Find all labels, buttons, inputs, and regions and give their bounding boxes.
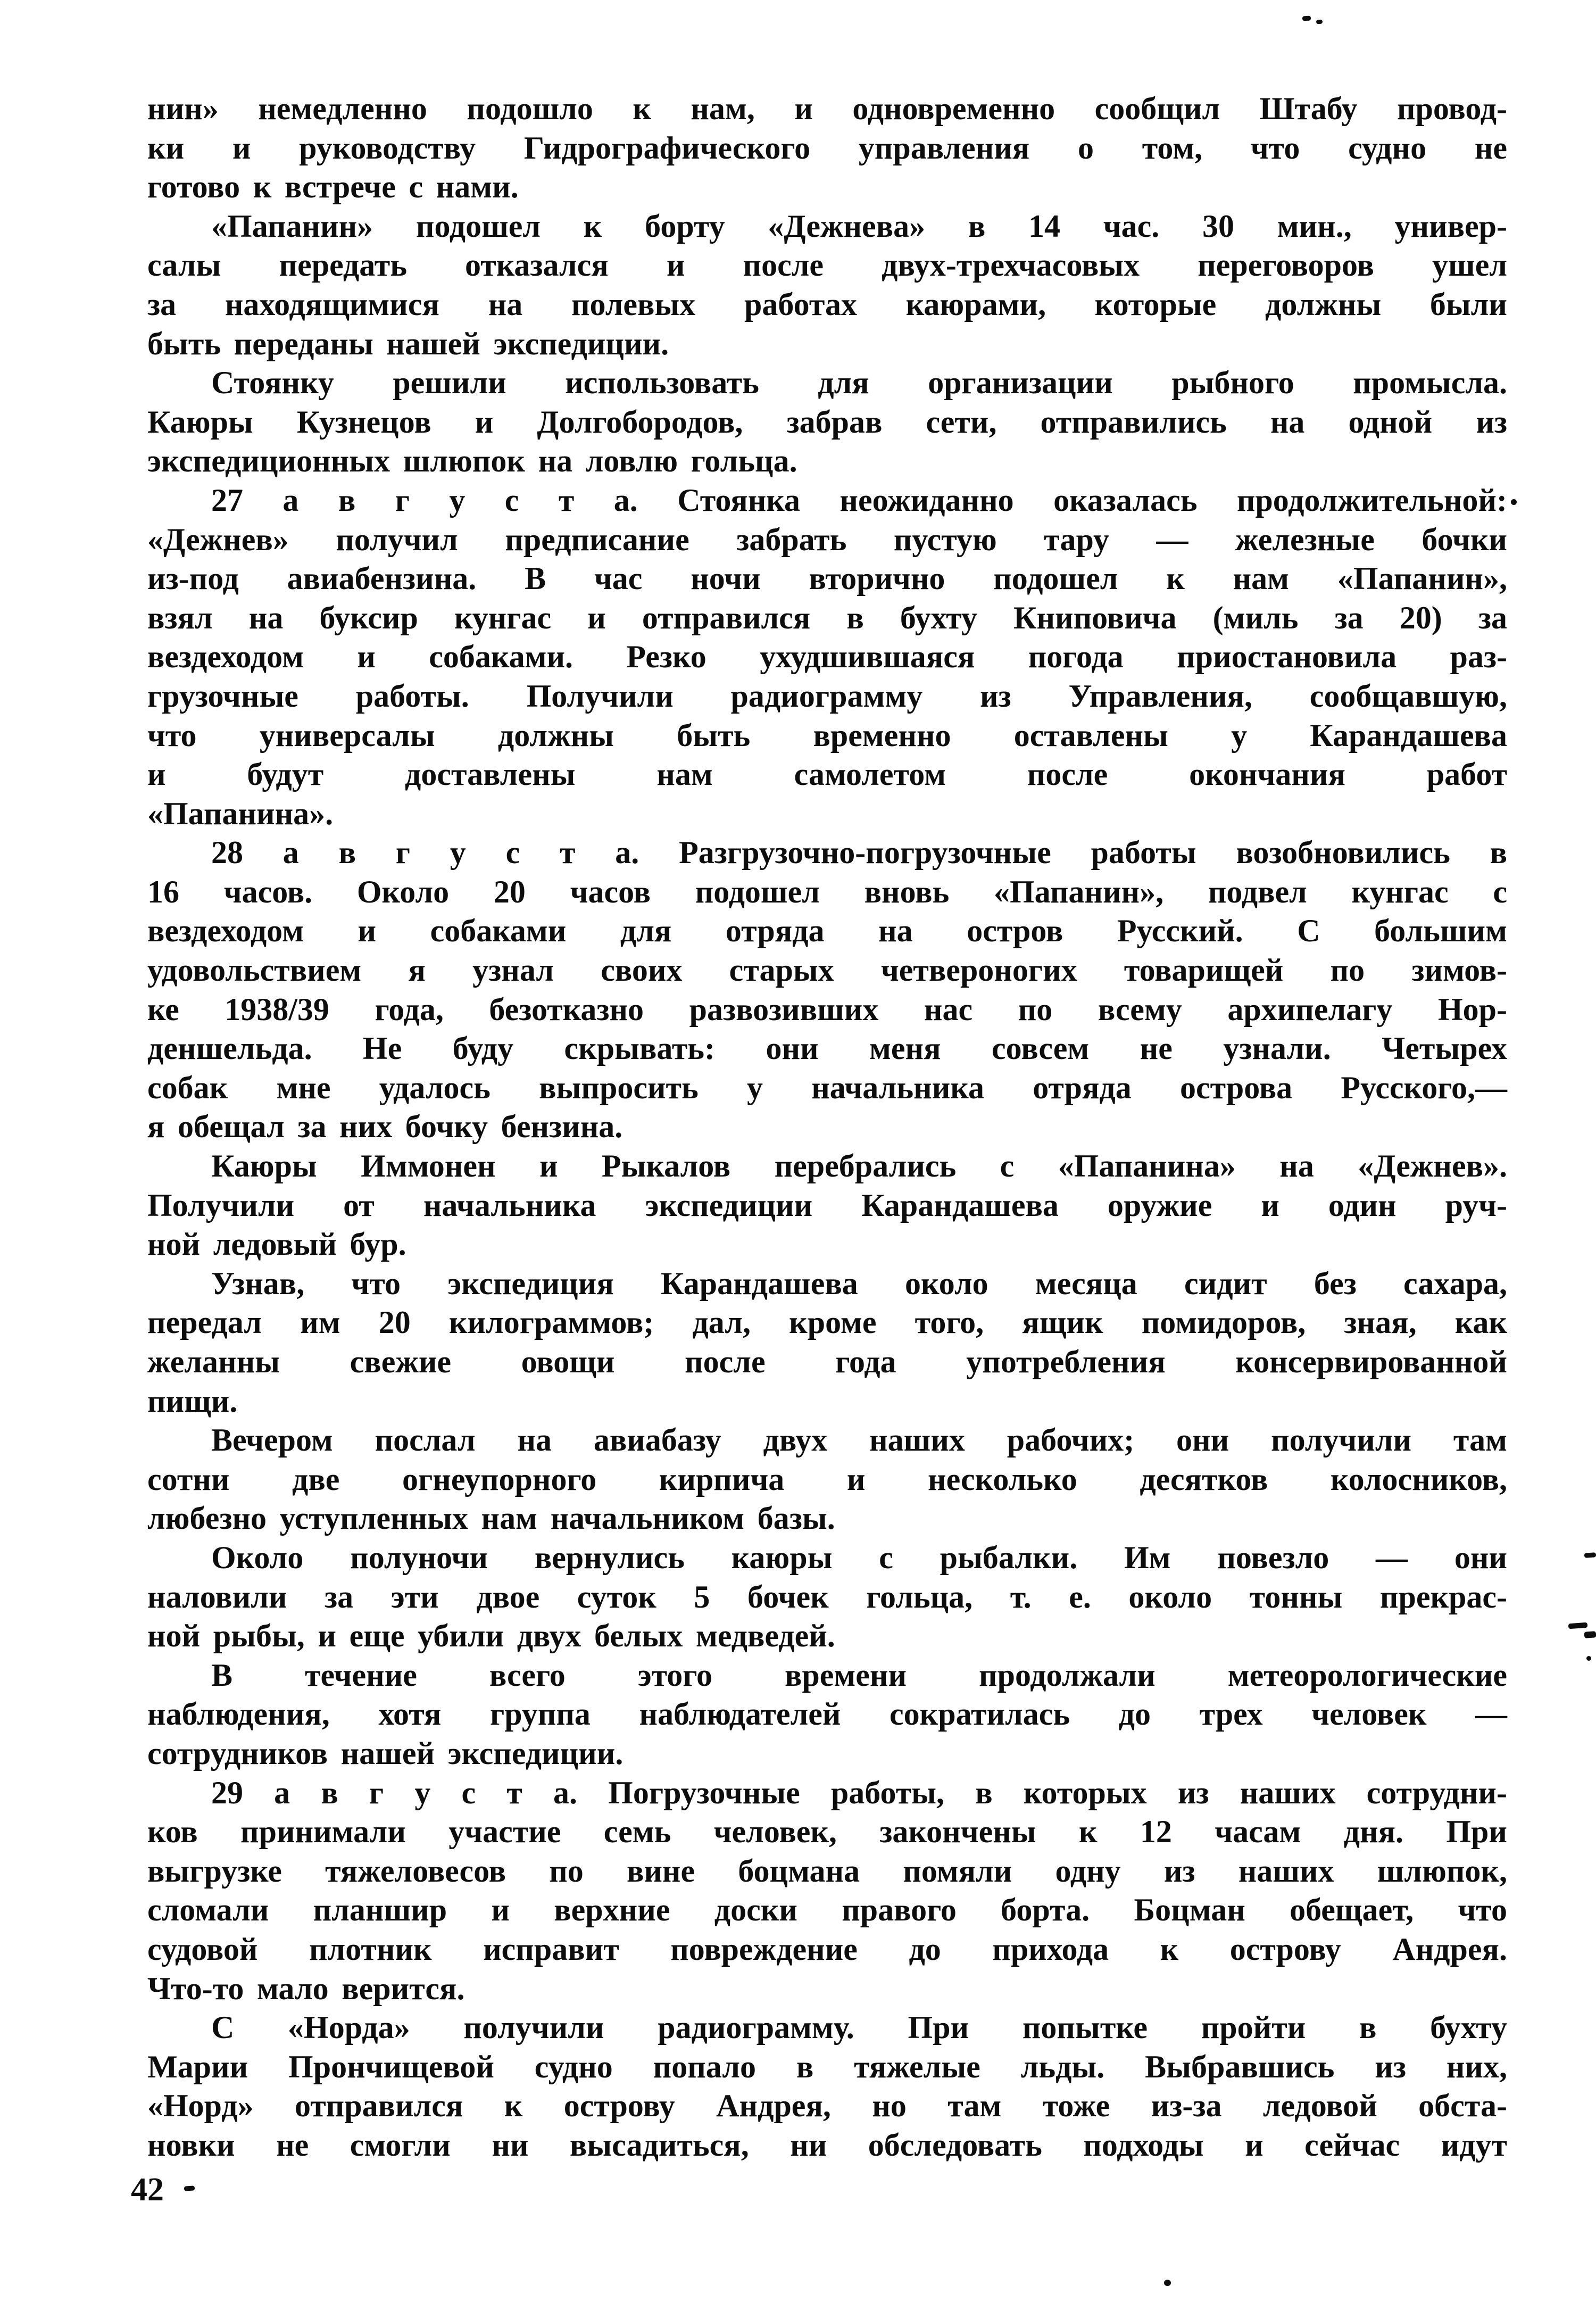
text-line-p4-l3: из-под авиабензина. В час ночи вторично подошел к нам «Папанин», (147, 561, 1507, 597)
text-line-p11-l1: 29 а в г у с т а. Погрузочные работы, в которых из наших сотрудни- (211, 1775, 1507, 1810)
scan-artifact-dash (1584, 1552, 1596, 1558)
text-line-p1-l3: готово к встрече с нами. (147, 169, 519, 205)
scan-artifact-dot (1586, 1656, 1591, 1661)
text-line-p5-l6: деншельда. Не буду скрывать: они меня совсем не узнали. Четырех (147, 1031, 1507, 1066)
text-line-p10-l1: В течение всего этого времени продолжали метеорологические (211, 1657, 1507, 1693)
text-line-p12-l3: «Норд» отправился к острову Андрея, но там тоже из-за ледовой обста- (147, 2088, 1507, 2124)
text-line-p4-l1: 27 а в г у с т а. Стоянка неожиданно оказалась продолжительной: (211, 482, 1507, 518)
text-line-p2-l4: быть переданы нашей экспедиции. (147, 326, 669, 361)
scan-artifact-dash (1302, 15, 1311, 21)
text-line-p5-l2: 16 часов. Около 20 часов подошел вновь «Папанин», подвел кунгас с (147, 874, 1507, 909)
text-line-p5-l5: ке 1938/39 года, безотказно развозивших нас по всему архипелагу Нор- (147, 991, 1507, 1027)
text-line-p5-l4: удовольствием я узнал своих старых четвероногих товарищей по зимов- (147, 953, 1507, 988)
scan-artifact-dash (1316, 20, 1323, 24)
text-line-p12-l4: новки не смогли ни высадиться, ни обследовать подходы и сейчас идут (147, 2127, 1507, 2163)
text-line-p3-l2: Каюры Кузнецов и Долгобородов, забрав сети, отправились на одной из (147, 404, 1507, 440)
text-line-p3-l1: Стоянку решили использовать для организации рыбного промысла. (211, 365, 1507, 401)
text-line-p8-l1: Вечером послал на авиабазу двух наших рабочих; они получили там (211, 1422, 1507, 1458)
text-line-p9-l1: Около полуночи вернулись каюры с рыбалки. Им повезло — они (211, 1539, 1507, 1575)
text-line-p8-l3: любезно уступленных нам начальником базы. (147, 1501, 835, 1536)
text-line-p9-l3: ной рыбы, и еще убили двух белых медведей. (147, 1618, 835, 1654)
text-line-p4-l8: и будут доставлены нам самолетом после окончания работ (147, 757, 1507, 792)
text-line-p5-l1: 28 а в г у с т а. Разгрузочно-погрузочные работы возобновились в (211, 835, 1507, 871)
text-line-p7-l2: передал им 20 килограммов; дал, кроме того, ящик помидоров, зная, как (147, 1305, 1507, 1340)
text-line-p4-l2: «Дежнев» получил предписание забрать пустую тару — железные бочки (147, 521, 1507, 557)
text-line-p11-l3: выгрузке тяжеловесов по вине боцмана помяли одну из наших шлюпок, (147, 1853, 1507, 1889)
text-line-p7-l1: Узнав, что экспедиция Карандашева около месяца сидит без сахара, (211, 1265, 1507, 1301)
text-line-p6-l3: ной ледовый бур. (147, 1227, 406, 1262)
text-line-p11-l4: сломали планшир и верхние доски правого борта. Боцман обещает, что (147, 1892, 1507, 1928)
text-line-p10-l3: сотрудников нашей экспедиции. (147, 1735, 624, 1771)
text-line-p4-l5: вездеходом и собаками. Резко ухудшившаяся погода приостановила раз- (147, 639, 1507, 675)
text-line-p5-l3: вездеходом и собаками для отряда на остров Русский. С большим (147, 913, 1507, 949)
page-number: 42 (131, 2172, 164, 2208)
text-line-p4-l6: грузочные работы. Получили радиограмму из Управления, сообщавшую, (147, 678, 1507, 714)
text-line-p4-l7: что универсалы должны быть временно оставлены у Карандашева (147, 717, 1507, 753)
text-line-p11-l6: Что-то мало верится. (147, 1970, 465, 2006)
text-line-p6-l1: Каюры Иммонен и Рыкалов перебрались с «Папанина» на «Дежнев». (211, 1148, 1507, 1184)
text-line-p3-l3: экспедиционных шлюпок на ловлю гольца. (147, 443, 797, 479)
text-line-p1-l2: ки и руководству Гидрографического управления о том, что судно не (147, 130, 1507, 165)
text-line-p9-l2: наловили за эти двое суток 5 бочек гольца, т. е. около тонны прекрас- (147, 1579, 1507, 1614)
text-line-p5-l7: собак мне удалось выпросить у начальника отряда острова Русского,— (147, 1070, 1507, 1105)
text-line-p11-l5: судовой плотник исправит повреждение до прихода к острову Андрея. (147, 1931, 1507, 1967)
text-line-p6-l2: Получили от начальника экспедиции Карандашева оружие и один руч- (147, 1187, 1507, 1223)
text-line-p2-l1: «Папанин» подошел к борту «Дежнева» в 14 час. 30 мин., универ- (211, 208, 1507, 244)
text-line-p4-l9: «Папанина». (147, 796, 334, 831)
text-line-p10-l2: наблюдения, хотя группа наблюдателей сократилась до трех человек — (147, 1696, 1507, 1732)
text-line-p12-l2: Марии Прончищевой судно попало в тяжелые льды. Выбравшись из них, (147, 2049, 1507, 2084)
scan-artifact-dash (184, 2185, 195, 2191)
text-line-p1-l1: нин» немедленно подошло к нам, и одновременно сообщил Штабу провод- (147, 91, 1507, 126)
text-line-p4-l4: взял на буксир кунгас и отправился в бухту Книповича (миль за 20) за (147, 600, 1507, 635)
text-line-p2-l3: за находящимися на полевых работах каюрами, которые должны были (147, 286, 1507, 322)
text-line-p5-l8: я обещал за них бочку бензина. (147, 1109, 623, 1145)
scan-artifact-dash (1568, 1622, 1588, 1629)
scan-artifact-dot (1511, 499, 1517, 505)
text-line-p2-l2: салы передать отказался и после двух-трехчасовых переговоров ушел (147, 247, 1507, 283)
text-line-p7-l4: пищи. (147, 1383, 238, 1419)
text-block (147, 89, 1507, 2165)
text-line-p8-l2: сотни две огнеупорного кирпича и несколько десятков колосников, (147, 1461, 1507, 1497)
text-line-p7-l3: желанны свежие овощи после года употребления консервированной (147, 1344, 1507, 1379)
scan-artifact-dot (1164, 2280, 1171, 2286)
text-line-p11-l2: ков принимали участие семь человек, закончены к 12 часам дня. При (147, 1814, 1507, 1850)
scan-artifact-dash (1584, 1631, 1596, 1638)
text-line-p12-l1: С «Норда» получили радиограмму. При попытке пройти в бухту (211, 2010, 1507, 2046)
